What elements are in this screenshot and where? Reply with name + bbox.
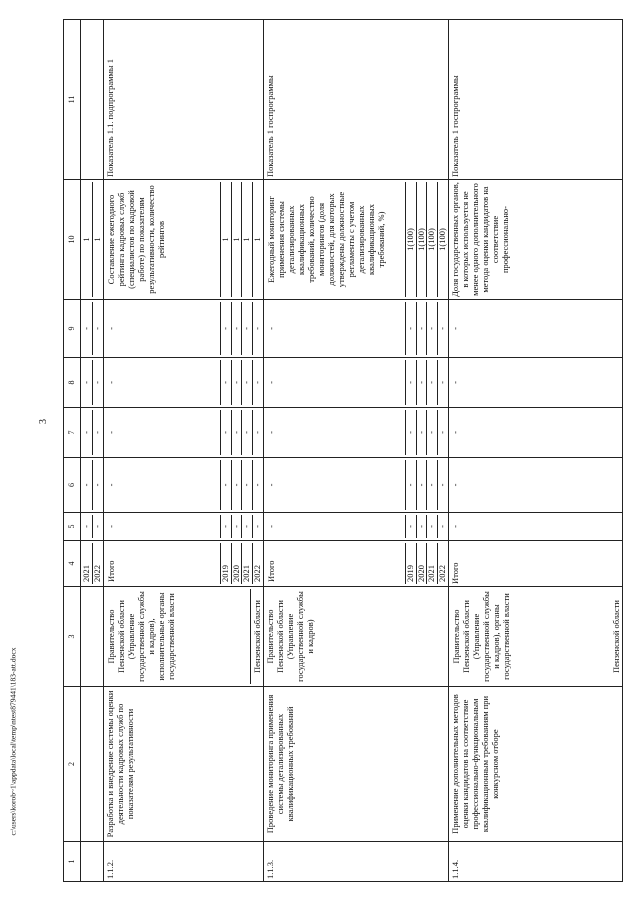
dash-cell xyxy=(81,458,104,513)
dash: - xyxy=(266,483,276,487)
year-label: Итого xyxy=(449,541,623,587)
dash: - xyxy=(92,460,103,510)
dash: - xyxy=(449,458,623,513)
column-number: 7 xyxy=(64,408,81,458)
indicator-value-cell xyxy=(81,180,104,300)
dash: - xyxy=(405,515,416,538)
executor-main: Правительство Пензенской области (Управление государственной службы и кадров), органы государственной власти xyxy=(451,591,512,682)
measure-name: Проведение мониторинга применения системы детализированных квалификационных требований xyxy=(264,687,449,842)
measure-executor xyxy=(104,587,264,687)
empty-cell xyxy=(81,20,104,180)
dash: - xyxy=(241,460,252,510)
column-number: 2 xyxy=(64,687,81,842)
dash: - xyxy=(416,460,427,510)
dash: - xyxy=(92,360,103,405)
dash-cell xyxy=(104,300,264,358)
dash: - xyxy=(416,360,427,405)
dash: - xyxy=(437,515,448,538)
column-number: 10 xyxy=(64,180,81,300)
measure-number: 1.1.2. xyxy=(104,842,264,882)
dash: - xyxy=(449,513,623,541)
dash: - xyxy=(81,483,91,487)
indicator-value: 1(100) xyxy=(405,182,416,297)
dash: - xyxy=(437,460,448,510)
indicator-cell xyxy=(104,180,264,300)
column-number: 1 xyxy=(64,842,81,882)
program-indicator-link: Показатель 1 госпрограммы xyxy=(264,20,449,180)
dash: - xyxy=(220,460,231,510)
dash-cell xyxy=(104,408,264,458)
indicator-value: 1 xyxy=(231,182,242,297)
dash-cell xyxy=(264,300,449,358)
year-label: 2020 xyxy=(416,543,427,584)
year-label: 2022 xyxy=(92,543,103,584)
year-label: 2022 xyxy=(252,543,263,584)
dash: - xyxy=(252,515,263,538)
rotated-page xyxy=(63,20,623,882)
dash: - xyxy=(449,408,623,458)
column-number: 8 xyxy=(64,358,81,408)
dash: - xyxy=(106,483,116,487)
dash-cell xyxy=(264,513,449,541)
measure-executor: Правительство Пензенской области (Управление государственной службы и кадров) xyxy=(264,587,449,687)
dash-cell xyxy=(104,358,264,408)
year-label: 2020 xyxy=(231,543,242,584)
measure-number: 1.1.4. xyxy=(449,842,623,882)
year-cell xyxy=(264,541,449,587)
dash-cell xyxy=(81,300,104,358)
indicator-text: Ежегодный мониторинг применения системы детализированных квалификационных требований, количество мониторингов (доля должностей, для которых утверждены должностные регламенты с учетом детализированных квалификационных требований, %) xyxy=(266,191,387,288)
column-number: 6 xyxy=(64,458,81,513)
dash: - xyxy=(106,525,116,528)
dash: - xyxy=(426,460,437,510)
dash-cell xyxy=(264,408,449,458)
dash: - xyxy=(426,360,437,405)
dash: - xyxy=(266,327,276,330)
dash: - xyxy=(81,381,91,384)
indicator-text: Составление ежегодного рейтинга кадровых служб (специалистов по кадровой работе) по показателям результативности, количество рейтингов xyxy=(106,185,167,294)
empty-cell xyxy=(81,587,104,687)
dash: - xyxy=(231,460,242,510)
dash: - xyxy=(266,431,276,434)
dash: - xyxy=(405,360,416,405)
program-measures-table xyxy=(63,19,623,882)
column-number: 3 xyxy=(64,587,81,687)
dash: - xyxy=(449,358,623,408)
dash: - xyxy=(241,410,252,455)
dash: - xyxy=(266,381,276,384)
year-label: 2022 xyxy=(437,543,448,584)
dash-cell xyxy=(104,458,264,513)
dash: - xyxy=(426,410,437,455)
page-number: 3 xyxy=(38,419,49,424)
dash: - xyxy=(405,302,416,355)
dash: - xyxy=(220,515,231,538)
indicator-value: 1 xyxy=(92,182,103,297)
executor-region: Пензенской области xyxy=(250,589,262,684)
dash: - xyxy=(252,460,263,510)
dash: - xyxy=(241,515,252,538)
dash: - xyxy=(92,515,103,538)
program-indicator-link: Показатель 1.1. подпрограммы 1 xyxy=(104,20,264,180)
dash: - xyxy=(220,302,231,355)
year-label: 2019 xyxy=(405,543,416,584)
year-cell xyxy=(104,541,264,587)
dash: - xyxy=(426,302,437,355)
dash: - xyxy=(106,381,116,384)
measure-name: Применение дополнительных методов оценки кандидатов на соответствие профессионально-функциональным квалификационным требованиям при конкурсном отборе xyxy=(449,687,623,842)
dash: - xyxy=(231,360,242,405)
dash: - xyxy=(405,460,416,510)
dash: - xyxy=(106,327,116,330)
dash: - xyxy=(416,515,427,538)
column-number: 4 xyxy=(64,541,81,587)
year-label: Итого xyxy=(106,560,116,582)
measure-row xyxy=(449,20,623,882)
dash: - xyxy=(231,515,242,538)
empty-cell xyxy=(81,687,104,842)
continuation-row xyxy=(81,20,104,882)
measure-row xyxy=(264,20,449,882)
executor-region: Пензенской области xyxy=(610,600,621,673)
dash: - xyxy=(220,360,231,405)
indicator-text: Доля государственных органов, в которых используется не менее одного дополнительного метода оценки кандидатов на соответствие профессионально- xyxy=(449,180,623,300)
measure-number: 1.1.3. xyxy=(264,842,449,882)
dash: - xyxy=(92,410,103,455)
measure-executor xyxy=(449,587,623,687)
executor-main: Правительство Пензенской области (Управление государственной службы и кадров), исполнительные органы государственной власти xyxy=(106,591,177,682)
dash: - xyxy=(81,431,91,434)
column-number: 5 xyxy=(64,513,81,541)
dash: - xyxy=(252,360,263,405)
dash-cell xyxy=(264,358,449,408)
dash: - xyxy=(92,302,103,355)
year-label: 2019 xyxy=(220,543,231,584)
dash-cell xyxy=(81,358,104,408)
dash-cell xyxy=(81,513,104,541)
column-number-row xyxy=(64,20,81,882)
program-indicator-link: Показатель 1 госпрограммы xyxy=(449,20,623,180)
dash: - xyxy=(437,302,448,355)
table-rotation-wrapper xyxy=(63,20,623,882)
dash: - xyxy=(252,410,263,455)
dash: - xyxy=(106,431,116,434)
year-label: 2021 xyxy=(241,543,252,584)
dash: - xyxy=(81,327,91,330)
footer-file-path: c:\users\korob~1\appdata\local\temp\ntest879441\183-att.docx xyxy=(8,647,18,836)
dash: - xyxy=(231,410,242,455)
dash: - xyxy=(252,302,263,355)
empty-cell xyxy=(81,842,104,882)
dash: - xyxy=(405,410,416,455)
dash: - xyxy=(416,410,427,455)
year-label: 2021 xyxy=(426,543,437,584)
indicator-value: 1 xyxy=(220,182,231,297)
dash: - xyxy=(437,360,448,405)
year-label: 2021 xyxy=(81,565,91,582)
dash-cell xyxy=(81,408,104,458)
dash: - xyxy=(220,410,231,455)
indicator-value: 1(100) xyxy=(437,182,448,297)
indicator-value: 1 xyxy=(252,182,263,297)
year-cell xyxy=(81,541,104,587)
dash: - xyxy=(437,410,448,455)
year-label: Итого xyxy=(266,560,276,582)
dash: - xyxy=(449,300,623,358)
dash-cell xyxy=(264,458,449,513)
dash: - xyxy=(81,525,91,528)
measure-name: Разработка и внедрение системы оценки деятельности кадровых служб по показателям результативности xyxy=(104,687,264,842)
dash: - xyxy=(416,302,427,355)
column-number: 9 xyxy=(64,300,81,358)
dash: - xyxy=(266,525,276,528)
dash-cell xyxy=(104,513,264,541)
column-number: 11 xyxy=(64,20,81,180)
indicator-cell xyxy=(264,180,449,300)
measure-row xyxy=(104,20,264,882)
dash: - xyxy=(231,302,242,355)
dash: - xyxy=(241,360,252,405)
indicator-value: 1(100) xyxy=(426,182,437,297)
indicator-value: 1(100) xyxy=(416,182,427,297)
dash: - xyxy=(241,302,252,355)
indicator-value: 1 xyxy=(241,182,252,297)
indicator-value: 1 xyxy=(81,237,91,242)
dash: - xyxy=(426,515,437,538)
